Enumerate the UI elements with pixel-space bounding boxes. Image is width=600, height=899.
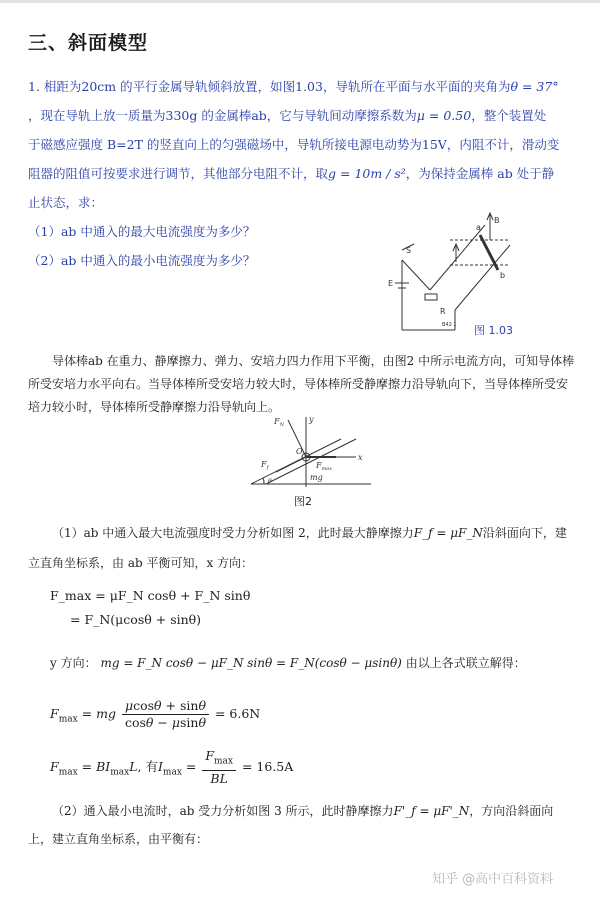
top-divider [0,0,600,3]
problem-line-3: 于磁感应强度 B=2T 的竖直向上的匀强磁场中，导轨所接电源电动势为15V，内阻不计，滑动变 [28,137,560,152]
analysis-paragraph-5: 上，建立直角坐标系，由平衡有： [28,832,209,846]
angle-eq: θ = 37° [510,79,559,94]
label-x: x [358,453,363,462]
friction-eq: F_f = μF_N [413,526,483,540]
label-fmax: $F_{max}$ [316,461,333,472]
label-B: B [494,216,500,225]
wire [402,260,430,290]
g-eq: g = 10m / s² [328,166,406,181]
label-b: b [500,271,506,280]
label-S: S [406,246,412,255]
equation-3: $F_{max}$ = mg $\frac{\mu\cos\theta + \sin\theta}{\cos\theta - \mu\sin\theta}$ = 6.6N [50,698,261,730]
problem-line-4: 阻器的阻值可按要求进行调节，其他部分电阻不计，取g = 10m / s²，为保持金属棒 ab 处于静 [28,166,555,181]
label-mg: mg [310,473,323,482]
angle-arc [263,478,264,484]
figure-1-caption: 图 1.03 [474,324,513,337]
figure-2-caption: 图2 [294,495,312,508]
label-tiny: B42 1 [442,322,457,328]
figure-1-03-diagram [380,210,530,340]
friction-arrow [276,457,306,472]
min-friction-eq: F'_f = μF'_N [393,804,470,818]
equation-1: F_max = μF_N cosθ + F_N sinθ [50,588,251,603]
rail-top [430,225,485,290]
rheostat [425,294,437,300]
label-ff: $F_f$ [261,460,269,471]
question-1: （1）ab 中通入的最大电流强度为多少？ [28,224,256,239]
y-direction-line: y 方向： mg = F_N cosθ − μF_N sinθ = F_N(cosθ − μsinθ) 由以上各式联立解得： [50,656,526,670]
label-o: O [296,447,303,456]
problem-line-5: 止状态，求： [28,195,104,210]
label-a: a [476,223,481,232]
label-fn: $F_N$ [274,417,284,428]
equation-2: = F_N(μcosθ + sinθ) [70,612,202,627]
mu-eq: μ = 0.50 [416,108,472,123]
problem-line-2: ，现在导轨上放一质量为330g 的金属棒ab，它与导轨间动摩擦系数为μ = 0.50，整个装置处 [28,108,547,123]
equation-4: $F_{max} = BI_{max}L$, 有$I_{max}$ = $\frac{F_{max}}{BL}$ = 16.5A [50,748,294,786]
analysis-paragraph-2: （1）ab 中通入最大电流强度时受力分析如图 2，此时最大静摩擦力F_f = μF_N沿斜面向下，建 [52,526,567,540]
analysis-paragraph-3: 立直角坐标系，由 ab 平衡可知，x 方向： [28,556,254,570]
label-theta: θ [268,478,272,485]
watermark: 知乎 @高中百科资料 [432,872,554,887]
label-R: R [440,307,446,316]
label-E: E [388,279,394,288]
label-y: y [309,415,314,424]
question-2: （2）ab 中通入的最小电流强度为多少？ [28,253,256,268]
analysis-paragraph-4: （2）通入最小电流时，ab 受力分析如图 3 所示，此时静摩擦力F'_f = μF'_N，方向沿斜面向 [52,804,554,818]
problem-line-1: 1. 相距为20cm 的平行金属导轨倾斜放置，如图1.03，导轨所在平面与水平面的夹角为θ = 37° [28,79,559,94]
analysis-paragraph-1: 导体棒ab 在重力、静摩擦力、弹力、安培力四力作用下平衡，由图2 中所示电流方向，可知导体棒所受安培力水平向右。当导体棒所受安培力较大时，导体棒所受静摩擦力沿导轨向下，当导体棒所受安培力较小时，导体棒所受静摩擦力沿导轨向上。 [28,354,575,414]
section-title: 三、斜面模型 [28,32,149,54]
